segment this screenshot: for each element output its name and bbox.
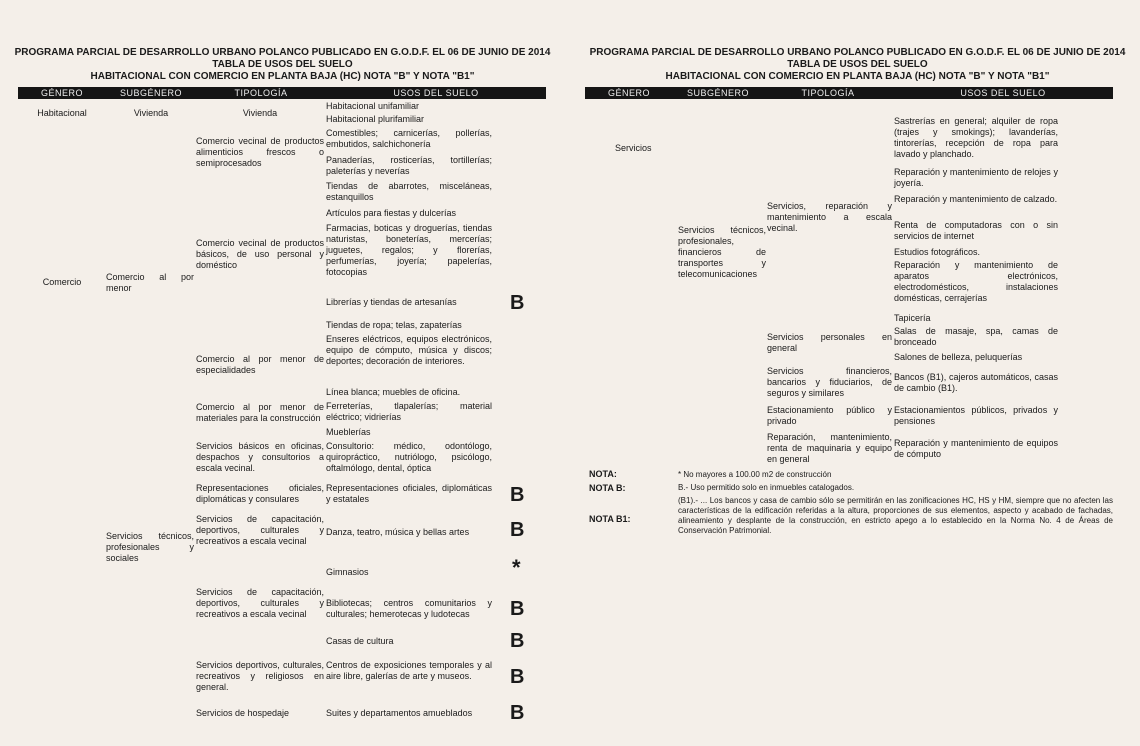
uso-mueblerias: Mueblerías <box>326 427 371 437</box>
uso-librerias: Librerías y tiendas de artesanías <box>326 297 457 307</box>
tipologia-alimenticios: Comercio vecinal de productos alimenticios frescos o semiprocesados <box>196 136 324 168</box>
header-usos: USOS DEL SUELO <box>960 88 1046 98</box>
uso-consultorio: Consultorio: médico, odontólogo, quiropráctico, nutriólogo, psicólogo, oftalmólogo, dental, óptica <box>326 441 492 473</box>
note-label: NOTA: <box>589 469 617 479</box>
mark-b-casas-cultura: B <box>510 630 525 652</box>
left-title-program: PROGRAMA PARCIAL DE DESARROLLO URBANO POLANCO PUBLICADO EN G.O.D.F. EL 06 DE JUNIO DE 2014 <box>14 47 551 58</box>
right-title-program: PROGRAMA PARCIAL DE DESARROLLO URBANO POLANCO PUBLICADO EN G.O.D.F. EL 06 DE JUNIO DE 2014 <box>589 47 1126 58</box>
uso-relojes: Reparación y mantenimiento de relojes y joyería. <box>894 167 1058 188</box>
mark-b-exposiciones: B <box>510 666 525 688</box>
uso-linea-blanca: Línea blanca; muebles de oficina. <box>326 387 461 397</box>
uso-unifamiliar: Habitacional unifamiliar <box>326 101 420 111</box>
right-page <box>575 0 1140 746</box>
uso-ferreterias: Ferreterías, tlapalerías; material eléctrico; vidrierías <box>326 401 492 422</box>
note-b-text: B.- Uso permitido solo en inmuebles catalogados. <box>678 483 855 492</box>
uso-enseres: Enseres eléctricos, equipos electrónicos, equipo de cómputo, música y discos; deportes; decoración de interiores. <box>326 334 492 366</box>
uso-plurifamiliar: Habitacional plurifamiliar <box>326 114 425 124</box>
tipologia-servicios-basicos: Servicios básicos en oficinas, despachos y consultorios a escala vecinal. <box>196 441 324 473</box>
tipologia-servicios-personales: Servicios personales en general <box>767 332 892 353</box>
tipologia-maquinaria: Reparación, mantenimiento, renta de maquinaria y equipo en general <box>767 432 892 464</box>
uso-belleza: Salones de belleza, peluquerías <box>894 352 1023 362</box>
uso-abarrotes: Tiendas de abarrotes, misceláneas, estanquillos <box>326 181 492 202</box>
right-title-table: TABLA DE USOS DEL SUELO <box>787 59 928 70</box>
tipologia-estacionamiento: Estacionamiento público y privado <box>767 405 892 426</box>
mark-b-bibliotecas: B <box>510 598 525 620</box>
uso-bancos: Bancos (B1), cajeros automáticos, casas de cambio (B1). <box>894 372 1058 393</box>
note-b1-text: (B1).- ... Los bancos y casa de cambio sólo se permitirán en las zonificaciones HC, HS y HM, siempre que no afecten las características de la edificación referidas a la altura, proporciones de sus elementos, aspecto y acabado de fachadas, alineamiento y desplante de la construcción, en estricto apego a lo establecido en la Norma No. 4 de Áreas de Conservación Patrimonial. <box>678 496 1113 535</box>
uso-equipos-computo: Reparación y mantenimiento de equipos de cómputo <box>894 438 1058 459</box>
uso-masaje: Salas de masaje, spa, camas de bronceado <box>894 326 1058 347</box>
tipologia-representaciones: Representaciones oficiales, diplomáticas y consulares <box>196 483 324 504</box>
uso-sastrerias: Sastrerías en general; alquiler de ropa (trajes y smokings); lavanderías, tintorerías, recepción de ropa para lavado y planchado. <box>894 116 1058 159</box>
tipologia-financieros: Servicios financieros, bancarios y fiduciarios, de seguros y similares <box>767 366 892 398</box>
tipologia-vivienda: Vivienda <box>242 108 278 118</box>
tipologia-especialidades: Comercio al por menor de especialidades <box>196 354 324 375</box>
note-text: * No mayores a 100.00 m2 de construcción <box>678 470 832 479</box>
uso-comestibles: Comestibles; carnicerías, pollerías, embutidos, salchichonería <box>326 128 492 149</box>
left-page <box>0 0 565 746</box>
uso-casas-cultura: Casas de cultura <box>326 636 394 646</box>
left-title-table: TABLA DE USOS DEL SUELO <box>212 59 353 70</box>
left-title-zoning: HABITACIONAL CON COMERCIO EN PLANTA BAJA (HC) NOTA "B" Y NOTA "B1" <box>90 71 475 82</box>
uso-gimnasios: Gimnasios <box>326 567 369 577</box>
subgenero-servicios-tecnicos: Servicios técnicos, profesionales y sociales <box>106 531 194 563</box>
note-b-label: NOTA B: <box>589 483 626 493</box>
uso-danza: Danza, teatro, música y bellas artes <box>326 527 470 537</box>
left-table-header <box>18 87 546 99</box>
uso-suites: Suites y departamentos amueblados <box>326 708 473 718</box>
uso-bibliotecas: Bibliotecas; centros comunitarios y culturales; hemerotecas y ludotecas <box>326 598 492 619</box>
header-usos: USOS DEL SUELO <box>393 88 479 98</box>
right-title-zoning: HABITACIONAL CON COMERCIO EN PLANTA BAJA (HC) NOTA "B" Y NOTA "B1" <box>665 71 1050 82</box>
right-table-header <box>585 87 1113 99</box>
tipologia-deportivos: Servicios deportivos, culturales, recreativos y religiosos en general. <box>196 660 324 692</box>
uso-panaderias: Panaderías, rosticerías, tortillerías; paleterías y neverías <box>326 155 492 176</box>
uso-exposiciones: Centros de exposiciones temporales y al aire libre, galerías de arte y museos. <box>326 660 492 681</box>
header-tipologia: TIPOLOGÍA <box>801 88 855 98</box>
header-subgenero: SUBGÉNERO <box>119 88 182 98</box>
uso-tiendas-ropa: Tiendas de ropa; telas, zapaterías <box>326 320 462 330</box>
tipologia-productos-basicos: Comercio vecinal de productos básicos, de uso personal y doméstico <box>196 238 324 270</box>
tipologia-materiales: Comercio al por menor de materiales para la construcción <box>196 402 324 423</box>
mark-b-representaciones: B <box>510 484 525 506</box>
uso-fotograficos: Estudios fotográficos. <box>894 247 981 257</box>
tipologia-capacitacion-1: Servicios de capacitación, deportivos, culturales y recreativos a escala vecinal <box>196 514 324 546</box>
header-tipologia: TIPOLOGÍA <box>234 88 288 98</box>
uso-fiestas: Artículos para fiestas y dulcerías <box>326 208 457 218</box>
subgenero-servicios-tecnicos: Servicios técnicos, profesionales, financieros de transportes y telecomunicaciones <box>678 225 766 279</box>
genero-habitacional: Habitacional <box>37 108 87 118</box>
subgenero-comercio-menor: Comercio al por menor <box>106 272 194 293</box>
genero-servicios: Servicios <box>615 143 652 153</box>
mark-b-danza: B <box>510 519 525 541</box>
subgenero-vivienda: Vivienda <box>133 108 169 118</box>
tipologia-reparacion-vecinal: Servicios, reparación y mantenimiento a escala vecinal. <box>767 201 892 233</box>
note-b1-label: NOTA B1: <box>589 514 631 524</box>
mark-b-suites: B <box>510 702 525 724</box>
header-subgenero: SUBGÉNERO <box>686 88 749 98</box>
uso-electronicos: Reparación y mantenimiento de aparatos electrónicos, electrodomésticos, instalaciones domésticas, cerrajerías <box>894 260 1058 303</box>
uso-calzado: Reparación y mantenimiento de calzado. <box>894 194 1058 204</box>
header-genero: GÉNERO <box>40 88 83 98</box>
genero-comercio: Comercio <box>42 277 82 287</box>
uso-tapiceria: Tapicería <box>894 313 931 323</box>
uso-computadoras: Renta de computadoras con o sin servicios de internet <box>894 220 1058 241</box>
tipologia-hospedaje: Servicios de hospedaje <box>196 708 290 718</box>
uso-representaciones: Representaciones oficiales, diplomáticas y estatales <box>326 483 492 504</box>
header-genero: GÉNERO <box>607 88 650 98</box>
mark-b-librerias: B <box>510 292 525 314</box>
uso-farmacias: Farmacias, boticas y droguerías, tiendas naturistas, boneterías, mercerías; juguetes, regalos; y florerías, perfumerías, joyería; papelerías, fotocopias <box>326 223 492 277</box>
tipologia-capacitacion-2: Servicios de capacitación, deportivos, culturales y recreativos a escala vecinal <box>196 587 324 619</box>
mark-asterisk-gimnasios: * <box>512 555 521 580</box>
uso-estacionamientos: Estacionamientos públicos, privados y pensiones <box>894 405 1058 426</box>
